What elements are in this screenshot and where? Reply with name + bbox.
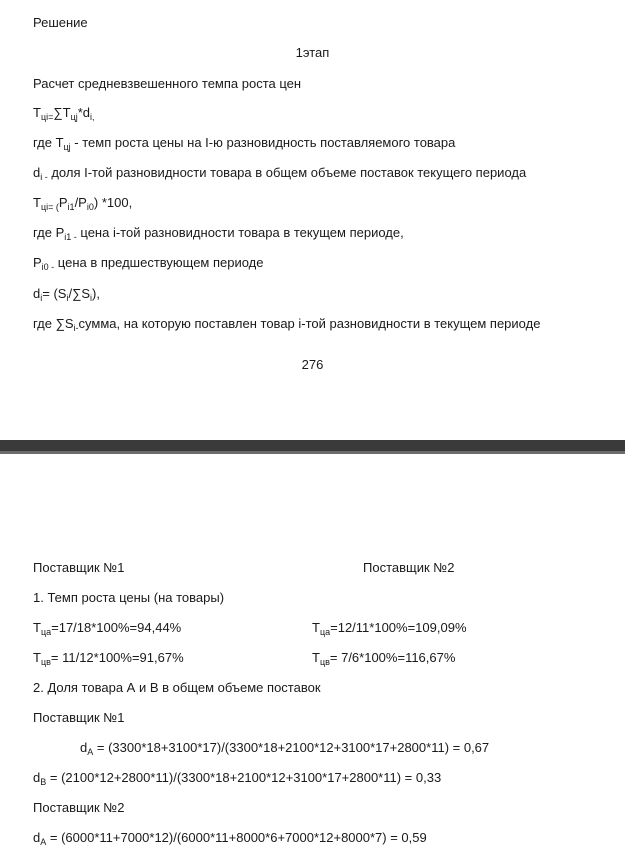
rate-supplier2-a: $Т_{ца}=12/11*100\%=109,09\%$	[312, 620, 467, 637]
share-supplier1-b: $d_B = (2100*12+2800*11)/(3300*18+2100*12+3100*17+2800*11) = 0,33$	[33, 770, 442, 787]
supplier-2-title: Поставщик №2	[363, 560, 455, 575]
document-page-2	[0, 454, 625, 856]
supplier-1-title: Поставщик №1	[33, 560, 125, 575]
formula-weighted-rate: $Т_{цi=}\sum Т_{цj}*d_{i,}$	[33, 105, 95, 122]
s-definition: где $\sum S_{i-}сумма$, на которую поставлен товар i-той разновидности в текущем периоде	[33, 316, 541, 333]
page-number: 276	[301, 357, 324, 372]
supplier-1-subtitle: Поставщик №1	[33, 710, 125, 725]
share-supplier2-a: $d_A = (6000*11+7000*12)/(6000*11+8000*6+7000*12+8000*7) = 0,59$	[33, 830, 427, 847]
section-2-title: 2. Доля товара А и В в общем объеме поставок	[33, 680, 321, 695]
share-supplier1-a: $d_A = (3300*18+3100*17)/(3300*18+2100*12+3100*17+2800*11) = 0,67$	[80, 740, 490, 757]
stage-title: 1этап	[295, 45, 330, 60]
p1-definition: где $P_{i1 -}$ цена i-той разновидности товара в текущем периоде,	[33, 225, 404, 242]
p0-definition: $P_{i0 -}$ цена в предшествующем периоде	[33, 255, 264, 272]
heading: Решение	[33, 15, 88, 30]
rate-supplier1-b: $Т_{цв}= 11/12*100\%=91,67\%$	[33, 650, 184, 667]
rate-supplier2-b: $Т_{цв}= 7/6*100\%=116,67\%$	[312, 650, 456, 667]
formula-price-rate: $Т_{цi= (}P_{i1}/P_{i0}$) *100,	[33, 195, 133, 212]
calc-title: Расчет средневзвешенного темпа роста цен	[33, 76, 302, 91]
section-1-title: 1. Темп роста цены (на товары)	[33, 590, 225, 605]
formula-share: $d_i= (S_i/\sum S_i)$,	[33, 286, 100, 303]
rate-supplier1-a: $Т_{ца}=17/18*100\%=94,44\%$	[33, 620, 182, 637]
page-separator	[0, 440, 625, 454]
d-definition: $d_{i -}$ доля I-той разновидности товара в общем объеме поставок текущего периода	[33, 165, 527, 182]
t-definition: где $Т_{цj}$ - темп роста цены на I-ю разновидность поставляемого товара	[33, 135, 456, 152]
supplier-2-subtitle: Поставщик №2	[33, 800, 125, 815]
